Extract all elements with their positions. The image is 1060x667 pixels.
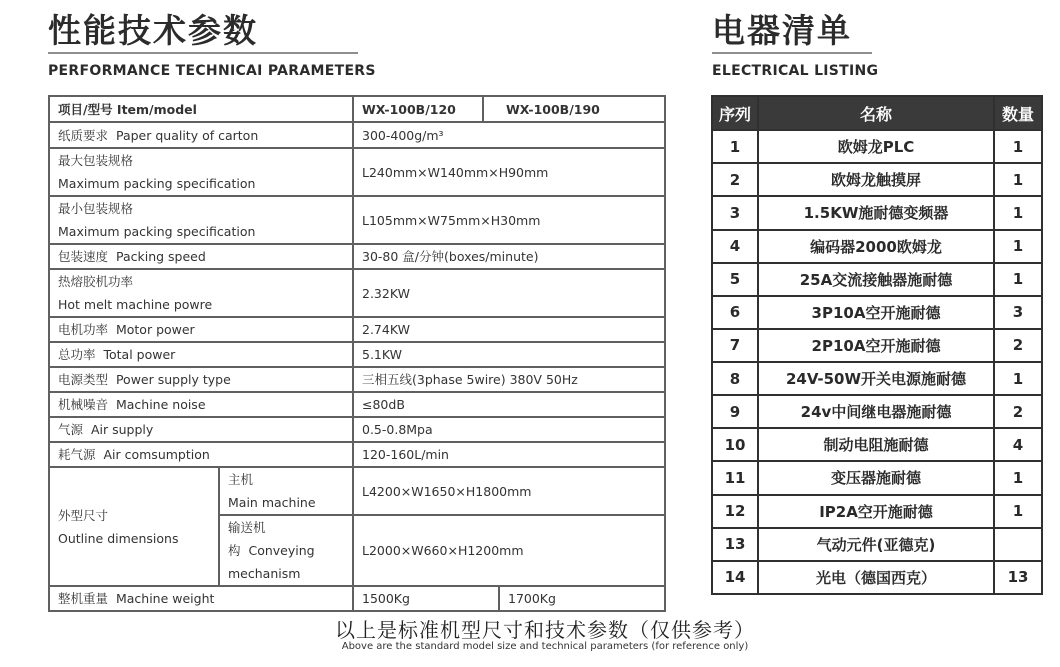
param-label-zh: 耗气源 xyxy=(58,447,96,462)
param-label-en: Maximum packing specification xyxy=(58,176,256,191)
param-label-zh: 气源 xyxy=(58,422,84,437)
item-qty xyxy=(994,528,1042,561)
param-label xyxy=(49,244,353,269)
param-value: 120-160L/min xyxy=(353,442,665,467)
item-name: 3P10A空开施耐德 xyxy=(758,296,994,329)
item-index: 7 xyxy=(712,329,758,362)
table-row xyxy=(49,269,665,317)
item-qty: 1 xyxy=(994,163,1042,196)
weight-value-b: 1700Kg xyxy=(499,586,665,611)
outline-conveying-en: Conveying mechanism xyxy=(228,543,315,581)
param-label xyxy=(49,196,353,244)
item-name: 欧姆龙触摸屏 xyxy=(758,163,994,196)
item-qty: 1 xyxy=(994,263,1042,296)
list-item xyxy=(712,495,1042,528)
item-index: 11 xyxy=(712,461,758,494)
param-label-en: Maximum packing specification xyxy=(58,224,256,239)
item-qty: 1 xyxy=(994,130,1042,163)
performance-table xyxy=(48,95,666,612)
item-name: 光电（德国西克） xyxy=(758,561,994,594)
item-qty: 3 xyxy=(994,296,1042,329)
item-qty: 1 xyxy=(994,495,1042,528)
list-item xyxy=(712,329,1042,362)
outline-conveying-text xyxy=(228,516,344,585)
param-label-en: Packing speed xyxy=(115,249,206,264)
param-label xyxy=(49,148,353,196)
item-index: 2 xyxy=(712,163,758,196)
table-row xyxy=(49,586,665,611)
param-value: ≤80dB xyxy=(353,392,665,417)
item-name: IP2A空开施耐德 xyxy=(758,495,994,528)
param-label-en: Air comsumption xyxy=(103,447,210,462)
table-row xyxy=(49,392,665,417)
param-label-zh: 包装速度 xyxy=(58,249,109,264)
item-qty: 1 xyxy=(994,230,1042,263)
param-label xyxy=(49,417,353,442)
list-item xyxy=(712,296,1042,329)
electrical-title-zh: 电器清单 xyxy=(712,11,852,50)
item-qty: 1 xyxy=(994,461,1042,494)
item-index: 4 xyxy=(712,230,758,263)
param-label-en: Total power xyxy=(103,347,176,362)
table-row xyxy=(49,148,665,196)
table-row xyxy=(49,342,665,367)
footer-note-zh: 以上是标准机型尺寸和技术参数（仅供参考） xyxy=(335,618,755,642)
outline-label-en: Outline dimensions xyxy=(58,530,179,546)
list-item xyxy=(712,395,1042,428)
list-item xyxy=(712,528,1042,561)
param-label xyxy=(49,442,353,467)
list-item xyxy=(712,230,1042,263)
item-index: 10 xyxy=(712,428,758,461)
param-value: 2.74KW xyxy=(353,317,665,342)
item-index: 3 xyxy=(712,196,758,229)
outline-main-label xyxy=(219,467,353,515)
item-name: 气动元件(亚德克) xyxy=(758,528,994,561)
param-label xyxy=(49,269,353,317)
table-row xyxy=(49,367,665,392)
weight-label-zh: 整机重量 xyxy=(58,591,109,606)
outline-conveying-label xyxy=(219,515,353,586)
header-item-model: 项目/型号 Item/model xyxy=(49,96,353,122)
param-value: L105mm×W75mm×H30mm xyxy=(353,196,665,244)
param-label-en: Motor power xyxy=(115,322,195,337)
param-label-en: Power supply type xyxy=(115,372,231,387)
param-label-zh: 纸质要求 xyxy=(58,127,109,143)
param-label-zh: 电源类型 xyxy=(58,372,109,387)
item-name: 25A交流接触器施耐德 xyxy=(758,263,994,296)
param-label xyxy=(49,586,353,611)
param-label-zh: 热熔胶机功率 xyxy=(58,274,134,289)
list-item xyxy=(712,196,1042,229)
item-name: 1.5KW施耐德变频器 xyxy=(758,196,994,229)
item-index: 12 xyxy=(712,495,758,528)
list-item xyxy=(712,362,1042,395)
param-label-en: Hot melt machine powre xyxy=(58,297,213,312)
table-row xyxy=(49,467,665,515)
outline-conveying-value: L2000×W660×H1200mm xyxy=(353,515,665,586)
table-row xyxy=(49,417,665,442)
list-item xyxy=(712,263,1042,296)
list-item xyxy=(712,428,1042,461)
item-name: 2P10A空开施耐德 xyxy=(758,329,994,362)
item-index: 6 xyxy=(712,296,758,329)
param-label xyxy=(49,317,353,342)
list-item xyxy=(712,561,1042,594)
item-name: 编码器2000欧姆龙 xyxy=(758,230,994,263)
table-row xyxy=(49,196,665,244)
outline-main-en: Main machine xyxy=(228,495,316,510)
weight-label-en: Machine weight xyxy=(115,591,215,606)
item-name: 变压器施耐德 xyxy=(758,461,994,494)
electrical-title-rule xyxy=(712,52,872,54)
item-index: 5 xyxy=(712,263,758,296)
footer-note-en: Above are the standard model size and technical parameters (for reference only) xyxy=(341,641,749,652)
param-value: 300-400g/m³ xyxy=(353,122,665,148)
item-qty: 2 xyxy=(994,329,1042,362)
table-row xyxy=(49,442,665,467)
param-label-en: Paper quality of carton xyxy=(115,127,259,143)
outline-label xyxy=(49,467,219,586)
param-value: 2.32KW xyxy=(353,269,665,317)
item-index: 13 xyxy=(712,528,758,561)
table-row xyxy=(49,244,665,269)
header-qty: 数量 xyxy=(994,96,1042,130)
item-qty: 1 xyxy=(994,196,1042,229)
param-label-en: Air supply xyxy=(90,422,154,437)
param-value: 5.1KW xyxy=(353,342,665,367)
table-row xyxy=(49,317,665,342)
electrical-title-en: ELECTRICAL LISTING xyxy=(712,63,879,79)
item-qty: 2 xyxy=(994,395,1042,428)
outline-main-zh: 主机 xyxy=(228,472,254,487)
item-index: 1 xyxy=(712,130,758,163)
weight-value-a: 1500Kg xyxy=(353,586,499,611)
header-index: 序列 xyxy=(712,96,758,130)
param-label-zh: 最大包装规格 xyxy=(58,153,134,168)
param-label-zh: 电机功率 xyxy=(58,322,109,337)
param-label xyxy=(49,367,353,392)
item-index: 9 xyxy=(712,395,758,428)
item-name: 24V-50W开关电源施耐德 xyxy=(758,362,994,395)
header-model-a: WX-100B/120 xyxy=(353,96,483,122)
param-label-zh: 机械噪音 xyxy=(58,397,109,412)
header-model-b: WX-100B/190 xyxy=(483,96,665,122)
item-qty: 13 xyxy=(994,561,1042,594)
item-index: 8 xyxy=(712,362,758,395)
table-row xyxy=(49,122,665,148)
list-item xyxy=(712,163,1042,196)
item-index: 14 xyxy=(712,561,758,594)
list-item xyxy=(712,461,1042,494)
performance-title-zh: 性能技术参数 xyxy=(48,11,258,50)
item-qty: 1 xyxy=(994,362,1042,395)
performance-title-rule xyxy=(48,52,358,54)
electrical-header-row xyxy=(712,96,1042,130)
electrical-table xyxy=(711,95,1043,595)
performance-header-row xyxy=(49,96,665,122)
param-value: L240mm×W140mm×H90mm xyxy=(353,148,665,196)
item-name: 24v中间继电器施耐德 xyxy=(758,395,994,428)
header-name: 名称 xyxy=(758,96,994,130)
param-label-zh: 总功率 xyxy=(58,347,96,362)
param-label-en: Machine noise xyxy=(115,397,206,412)
param-value: 30-80 盒/分钟(boxes/minute) xyxy=(353,244,665,269)
param-value: 0.5-0.8Mpa xyxy=(353,417,665,442)
performance-title-en: PERFORMANCE TECHNICAI PARAMETERS xyxy=(48,63,376,79)
list-item xyxy=(712,130,1042,163)
outline-conveying-zh: 输送机构 xyxy=(228,520,266,558)
outline-main-value: L4200×W1650×H1800mm xyxy=(353,467,665,515)
param-label-zh: 最小包装规格 xyxy=(58,201,134,216)
param-label xyxy=(49,122,353,148)
param-label xyxy=(49,392,353,417)
item-qty: 4 xyxy=(994,428,1042,461)
param-label xyxy=(49,342,353,367)
item-name: 欧姆龙PLC xyxy=(758,130,994,163)
param-value: 三相五线(3phase 5wire) 380V 50Hz xyxy=(353,367,665,392)
item-name: 制动电阻施耐德 xyxy=(758,428,994,461)
outline-label-zh: 外型尺寸 xyxy=(58,507,109,523)
